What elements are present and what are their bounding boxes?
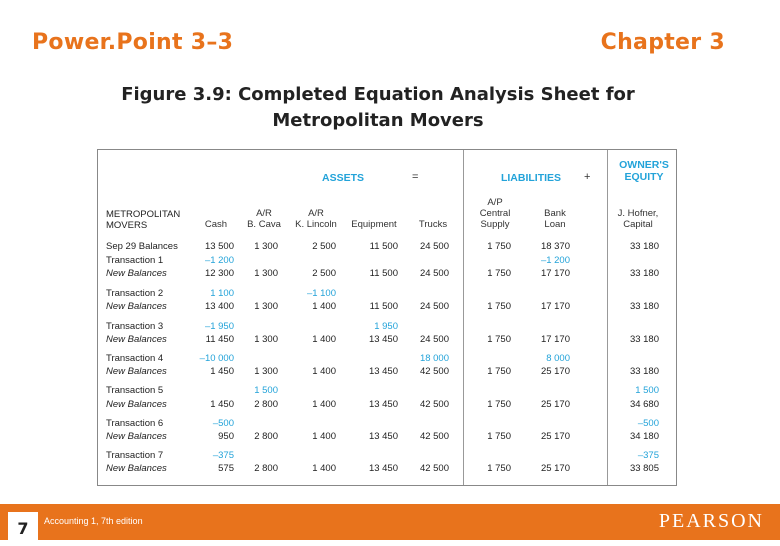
table-cell: 25 170 (540, 463, 570, 474)
table-cell: –1 950 (204, 321, 234, 332)
table-cell: 17 170 (540, 334, 570, 345)
row-label: New Balances (106, 366, 167, 377)
table-cell: 11 500 (369, 268, 398, 279)
table-cell: 13 400 (204, 301, 234, 312)
column-header-line2: A/R (308, 208, 324, 219)
table-cell: 1 400 (312, 463, 336, 474)
equity-header-line1: OWNER'S (619, 159, 669, 171)
column-header-6 (520, 197, 590, 230)
table-cell: 1 500 (635, 385, 659, 396)
table-cell: 1 950 (374, 321, 398, 332)
table-cell: 2 500 (312, 241, 336, 252)
table-cell: 13 500 (204, 241, 234, 252)
column-header-line3: Trucks (418, 219, 448, 230)
table-cell: 1 450 (210, 399, 234, 410)
column-header-line3: Capital (623, 219, 653, 230)
table-cell: 8 000 (546, 353, 570, 364)
table-cell: 13 450 (368, 463, 398, 474)
slide-header-left: Power.Point 3–3 (32, 30, 234, 55)
table-cell: 1 750 (487, 301, 511, 312)
table-cell: 1 300 (254, 241, 278, 252)
table-cell: 1 400 (312, 399, 336, 410)
table-cell: 1 750 (487, 399, 511, 410)
table-cell: 1 750 (487, 431, 511, 442)
table-cell: 1 400 (312, 431, 336, 442)
row-label: Transaction 6 (106, 418, 164, 429)
column-header-line3: Equipment (351, 219, 397, 230)
table-cell: –500 (637, 418, 659, 429)
equity-group-header (608, 159, 680, 183)
column-header-line1 (603, 197, 673, 208)
figure-title (0, 82, 756, 134)
row-label: New Balances (106, 431, 167, 442)
table-cell: 25 170 (540, 399, 570, 410)
table-cell: 1 300 (254, 301, 278, 312)
column-header-line2: Bank (544, 208, 566, 219)
column-header-line2 (398, 208, 468, 219)
equation-analysis-sheet (97, 149, 677, 486)
table-cell: 2 500 (312, 268, 336, 279)
table-cell: 11 500 (369, 301, 398, 312)
row-label: Sep 29 Balances (106, 241, 178, 252)
table-cell: 17 170 (540, 268, 570, 279)
column-header-line2: A/R (256, 208, 272, 219)
table-cell: 1 300 (254, 334, 278, 345)
table-cell: –375 (212, 450, 234, 461)
page-number: 7 (8, 512, 38, 540)
row-label: Transaction 3 (106, 321, 164, 332)
table-cell: 13 450 (368, 431, 398, 442)
liabilities-group-header: LIABILITIES (500, 172, 562, 184)
row-label: Transaction 7 (106, 450, 164, 461)
row-label: Transaction 2 (106, 288, 164, 299)
table-cell: 17 170 (540, 301, 570, 312)
table-cell: 1 750 (487, 334, 511, 345)
column-header-line3: Cash (204, 219, 228, 230)
publisher-logo: PEARSON (658, 510, 764, 532)
edition-text: Accounting 1, 7th edition (44, 516, 143, 526)
company-name-line2: MOVERS (106, 220, 148, 231)
table-cell: 1 450 (210, 366, 234, 377)
table-cell: –1 200 (540, 255, 570, 266)
table-cell: 11 500 (369, 241, 398, 252)
table-cell: –375 (637, 450, 659, 461)
column-header-line2: Central (479, 208, 511, 219)
table-cell: 2 800 (254, 431, 278, 442)
table-cell: 33 180 (629, 366, 659, 377)
table-cell: 13 450 (368, 399, 398, 410)
row-label: New Balances (106, 399, 167, 410)
table-cell: 33 180 (629, 241, 659, 252)
table-cell: 1 500 (254, 385, 278, 396)
column-header-line3: Loan (544, 219, 566, 230)
row-label: New Balances (106, 334, 167, 345)
table-cell: 18 000 (419, 353, 449, 364)
column-header-line1: A/P (487, 197, 503, 208)
column-header-line1 (398, 197, 468, 208)
table-cell: 42 500 (419, 463, 449, 474)
table-cell: 1 750 (487, 463, 511, 474)
table-cell: –1 100 (306, 288, 336, 299)
table-cell: 1 400 (312, 334, 336, 345)
table-cell: 1 750 (487, 366, 511, 377)
table-cell: 1 300 (254, 268, 278, 279)
table-cell: 2 800 (254, 463, 278, 474)
table-cell: 33 180 (629, 334, 659, 345)
row-label: New Balances (106, 301, 167, 312)
row-label: Transaction 1 (106, 255, 164, 266)
table-cell: 11 450 (205, 334, 234, 345)
plus-sign: + (584, 171, 591, 183)
table-cell: 33 180 (629, 301, 659, 312)
column-header-line3: B. Cava (247, 219, 281, 230)
company-name (106, 209, 180, 231)
table-cell: 24 500 (419, 334, 449, 345)
company-name-line1: METROPOLITAN (106, 209, 181, 220)
assets-group-header: ASSETS (321, 172, 364, 184)
table-cell: 12 300 (204, 268, 234, 279)
column-header-line3: Supply (480, 219, 510, 230)
table-cell: 24 500 (419, 301, 449, 312)
table-cell: –500 (212, 418, 234, 429)
table-cell: 1 750 (487, 268, 511, 279)
table-cell: 34 180 (629, 431, 659, 442)
table-cell: 2 800 (254, 399, 278, 410)
table-cell: 1 400 (312, 366, 336, 377)
table-cell: 33 805 (629, 463, 659, 474)
row-label: New Balances (106, 268, 167, 279)
table-cell: 33 180 (629, 268, 659, 279)
column-header-line3: K. Lincoln (295, 219, 337, 230)
row-label: New Balances (106, 463, 167, 474)
table-cell: 42 500 (419, 366, 449, 377)
table-cell: 34 680 (629, 399, 659, 410)
table-cell: 18 370 (540, 241, 570, 252)
table-cell: 25 170 (540, 366, 570, 377)
table-cell: 24 500 (419, 268, 449, 279)
table-cell: 24 500 (419, 241, 449, 252)
footer-bar (0, 504, 780, 540)
table-cell: 1 400 (312, 301, 336, 312)
table-cell: 25 170 (540, 431, 570, 442)
figure-title-line2: Metropolitan Movers (272, 110, 484, 131)
column-header-4 (398, 197, 468, 230)
table-cell: 1 300 (254, 366, 278, 377)
figure-title-line1: Figure 3.9: Completed Equation Analysis Sheet for (121, 84, 635, 105)
slide-header-right: Chapter 3 (600, 30, 725, 55)
table-cell: 13 450 (368, 366, 398, 377)
column-header-7 (603, 197, 673, 230)
column-header-line2: J. Hofner, (617, 208, 659, 219)
table-cell: 42 500 (419, 399, 449, 410)
table-cell: 42 500 (419, 431, 449, 442)
table-cell: 575 (218, 463, 234, 474)
table-cell: 1 100 (210, 288, 234, 299)
table-cell: –1 200 (204, 255, 234, 266)
row-label: Transaction 4 (106, 353, 164, 364)
table-cell: 13 450 (368, 334, 398, 345)
table-cell: 1 750 (487, 241, 511, 252)
column-header-line1 (520, 197, 590, 208)
equals-sign: = (412, 171, 419, 183)
row-label: Transaction 5 (106, 385, 164, 396)
table-cell: 950 (218, 431, 234, 442)
table-cell: –10 000 (199, 353, 234, 364)
equity-header-line2: EQUITY (624, 171, 664, 183)
